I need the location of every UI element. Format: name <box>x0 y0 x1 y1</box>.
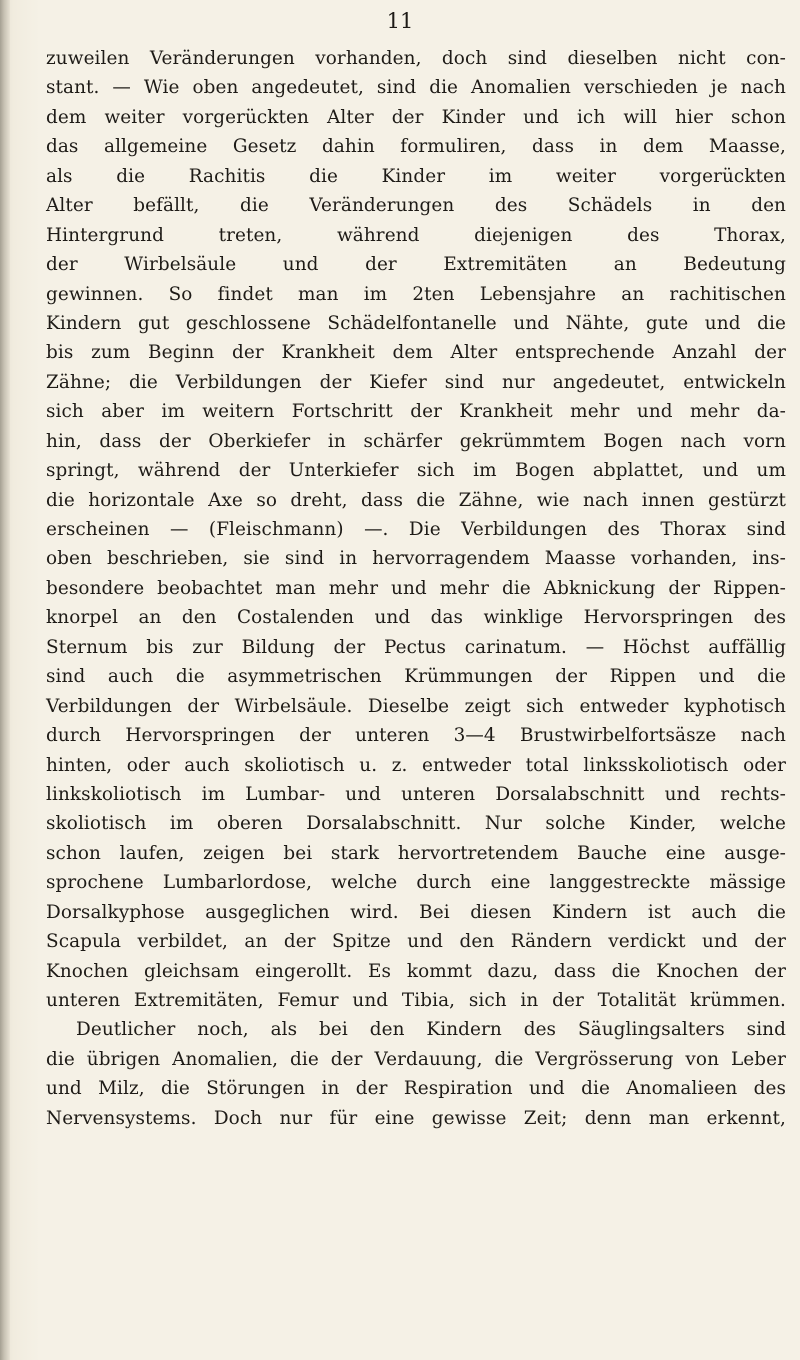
text-line: besondere beobachtet man mehr und mehr die Abknickung der Rippen- <box>46 577 786 599</box>
text-line: gewinnen. So findet man im 2ten Lebensjahre an rachitischen <box>46 283 786 305</box>
text-line: linkskoliotisch im Lumbar- und unteren Dorsalabschnitt und rechts- <box>46 783 786 805</box>
text-line: sprochene Lumbarlordose, welche durch eine langgestreckte mässige <box>46 872 786 894</box>
body-text <box>46 44 786 1133</box>
text-line: das allgemeine Gesetz dahin formuliren, dass in dem Maasse, <box>46 136 786 158</box>
text-line: Sternum bis zur Bildung der Pectus carinatum. — Höchst auffällig <box>46 636 786 658</box>
text-line: Scapula verbildet, an der Spitze und den Rändern verdickt und der <box>46 931 786 953</box>
text-line: Knochen gleichsam eingerollt. Es kommt dazu, dass die Knochen der <box>46 960 786 982</box>
text-line: Verbildungen der Wirbelsäule. Dieselbe zeigt sich entweder kyphotisch <box>46 695 786 717</box>
text-line: bis zum Beginn der Krankheit dem Alter entsprechende Anzahl der <box>46 342 786 364</box>
text-line: die übrigen Anomalien, die der Verdauung, die Vergrösserung von Leber <box>46 1048 786 1070</box>
text-line: Zähne; die Verbildungen der Kiefer sind nur angedeutet, entwickeln <box>46 371 786 393</box>
text-line: Dorsalkyphose ausgeglichen wird. Bei diesen Kindern ist auch die <box>46 901 786 923</box>
text-line: skoliotisch im oberen Dorsalabschnitt. Nur solche Kinder, welche <box>46 813 786 835</box>
text-line: Hintergrund treten, während diejenigen des Thorax, <box>46 224 786 246</box>
text-line: sind auch die asymmetrischen Krümmungen der Rippen und die <box>46 666 786 688</box>
text-line: die horizontale Axe so dreht, dass die Zähne, wie nach innen gestürzt <box>46 489 786 511</box>
page-gutter-shadow <box>0 0 10 1360</box>
text-line: der Wirbelsäule und der Extremitäten an Bedeutung <box>46 254 786 276</box>
text-line: sich aber im weitern Fortschritt der Krankheit mehr und mehr da- <box>46 401 786 423</box>
text-line: unteren Extremitäten, Femur und Tibia, sich in der Totalität krümmen. <box>46 990 786 1011</box>
text-line: Nervensystems. Doch nur für eine gewisse Zeit; denn man erkennt, <box>46 1107 786 1129</box>
text-line: Deutlicher noch, als bei den Kindern des Säuglingsalters sind <box>76 1019 786 1041</box>
page-number: 11 <box>386 9 414 33</box>
text-line: oben beschrieben, sie sind in hervorragendem Maasse vorhanden, ins- <box>46 548 786 570</box>
text-line: Alter befällt, die Veränderungen des Schädels in den <box>46 195 786 217</box>
text-line: hinten, oder auch skoliotisch u. z. entweder total linksskoliotisch oder <box>46 754 786 776</box>
text-line: zuweilen Veränderungen vorhanden, doch sind dieselben nicht con- <box>46 48 786 69</box>
text-line: springt, während der Unterkiefer sich im Bogen abplattet, und um <box>46 460 786 482</box>
text-line: Kindern gut geschlossene Schädelfontanelle und Nähte, gute und die <box>46 312 786 334</box>
text-line: und Milz, die Störungen in der Respiration und die Anomalieen des <box>46 1078 786 1100</box>
text-line: stant. — Wie oben angedeutet, sind die Anomalien verschieden je nach <box>46 77 786 99</box>
text-line: durch Hervorspringen der unteren 3—4 Brustwirbelfortsäsze nach <box>46 725 786 747</box>
text-line: dem weiter vorgerückten Alter der Kinder und ich will hier schon <box>46 106 786 128</box>
text-line: erscheinen — (Fleischmann) —. Die Verbildungen des Thorax sind <box>46 519 786 540</box>
text-line: hin, dass der Oberkiefer in schärfer gekrümmtem Bogen nach vorn <box>46 430 786 452</box>
text-line: schon laufen, zeigen bei stark hervortretendem Bauche eine ausge- <box>46 842 786 864</box>
text-line: als die Rachitis die Kinder im weiter vorgerückten <box>46 165 786 187</box>
text-line: knorpel an den Costalenden und das winklige Hervorspringen des <box>46 607 786 629</box>
